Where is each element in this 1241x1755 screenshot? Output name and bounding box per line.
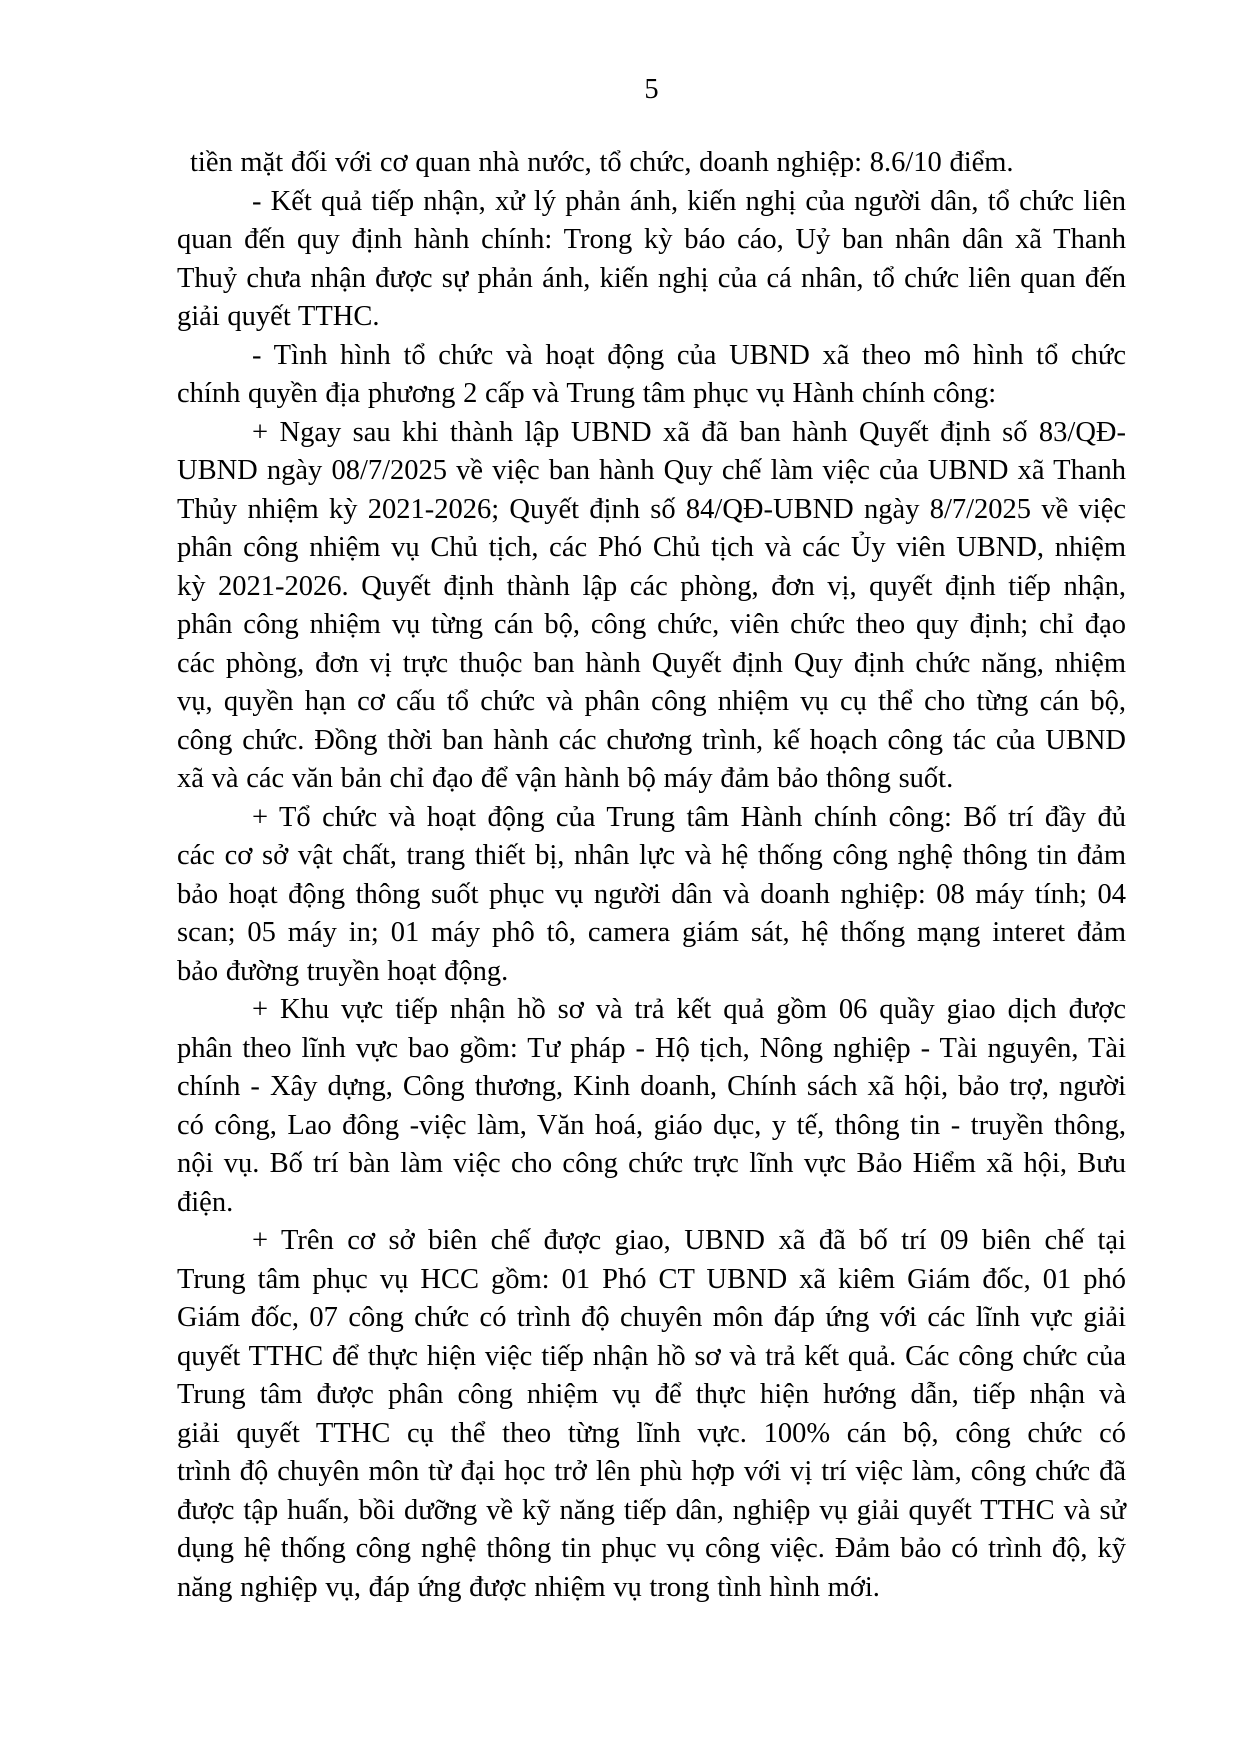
text-line: trình độ chuyên môn từ đại học trở lên phù hợp với vị trí việc làm, công chức đã — [177, 1456, 1126, 1487]
text-line: giải quyết TTHC. — [177, 301, 380, 332]
text-line: Trung tâm được phân công nhiệm vụ để thực hiện hướng dẫn, tiếp nhận và — [177, 1379, 1126, 1410]
text-line: các phòng, đơn vị trực thuộc ban hành Quyết định Quy định chức năng, nhiệm — [177, 647, 1126, 679]
text-line: - Tình hình tổ chức và hoạt động của UBND xã theo mô hình tổ chức — [252, 339, 1126, 371]
text-line: scan; 05 máy in; 01 máy phô tô, camera giám sát, hệ thống mạng interet đảm — [177, 917, 1126, 948]
document-body — [177, 144, 1126, 1607]
text-line: vụ, quyền hạn cơ cấu tổ chức và phân công nhiệm vụ cụ thể cho từng cán bộ, — [177, 686, 1126, 717]
text-line: Giám đốc, 07 công chức có trình độ chuyên môn đáp ứng với các lĩnh vực giải — [177, 1302, 1126, 1333]
text-line: bảo hoạt động thông suốt phục vụ người dân và doanh nghiệp: 08 máy tính; 04 — [177, 878, 1126, 910]
text-line: phân theo lĩnh vực bao gồm: Tư pháp - Hộ tịch, Nông nghiệp - Tài nguyên, Tài — [177, 1032, 1126, 1064]
text-line: quyết TTHC để thực hiện việc tiếp nhận hồ sơ và trả kết quả. Các công chức của — [177, 1340, 1126, 1372]
text-line: + Khu vực tiếp nhận hồ sơ và trả kết quả gồm 06 quầy giao dịch được — [252, 994, 1126, 1025]
text-line: Trung tâm phục vụ HCC gồm: 01 Phó CT UBND xã kiêm Giám đốc, 01 phó — [177, 1263, 1126, 1295]
text-line: chính - Xây dựng, Công thương, Kinh doanh, Chính sách xã hội, bảo trợ, người — [177, 1071, 1126, 1102]
text-line: dụng hệ thống công nghệ thông tin phục vụ công việc. Đảm bảo có trình độ, kỹ — [177, 1533, 1126, 1564]
text-line: các cơ sở vật chất, trang thiết bị, nhân lực và hệ thống công nghệ thông tin đảm — [177, 840, 1126, 871]
text-line: - Kết quả tiếp nhận, xử lý phản ánh, kiến nghị của người dân, tổ chức liên — [252, 185, 1126, 217]
text-line: tiền mặt đối với cơ quan nhà nước, tổ chức, doanh nghiệp: 8.6/10 điểm. — [190, 147, 1014, 178]
text-line: UBND ngày 08/7/2025 về việc ban hành Quy chế làm việc của UBND xã Thanh — [177, 455, 1126, 486]
text-line: kỳ 2021-2026. Quyết định thành lập các phòng, đơn vị, quyết định tiếp nhận, — [177, 570, 1126, 602]
text-line: năng nghiệp vụ, đáp ứng được nhiệm vụ trong tình hình mới. — [177, 1571, 880, 1603]
text-line: phân công nhiệm vụ từng cán bộ, công chức, viên chức theo quy định; chỉ đạo — [177, 609, 1126, 640]
text-line: xã và các văn bản chỉ đạo để vận hành bộ máy đảm bảo thông suốt. — [177, 763, 954, 794]
text-line: Thuỷ chưa nhận được sự phản ánh, kiến nghị của cá nhân, tổ chức liên quan đến — [177, 262, 1126, 294]
text-line: Thủy nhiệm kỳ 2021-2026; Quyết định số 84/QĐ-UBND ngày 8/7/2025 về việc — [177, 493, 1126, 525]
text-line: có công, Lao đông -việc làm, Văn hoá, giáo dục, y tế, thông tin - truyền thông, — [177, 1109, 1126, 1141]
text-line: quan đến quy định hành chính: Trong kỳ báo cáo, Uỷ ban nhân dân xã Thanh — [177, 224, 1126, 255]
text-line: chính quyền địa phương 2 cấp và Trung tâm phục vụ Hành chính công: — [177, 378, 997, 409]
text-line: điện. — [177, 1186, 234, 1218]
text-line: công chức. Đồng thời ban hành các chương trình, kế hoạch công tác của UBND — [177, 724, 1126, 756]
text-line: + Tổ chức và hoạt động của Trung tâm Hành chính công: Bố trí đầy đủ — [252, 801, 1126, 833]
text-line: được tập huấn, bồi dưỡng về kỹ năng tiếp dân, nghiệp vụ giải quyết TTHC và sử — [177, 1494, 1126, 1526]
text-line: + Ngay sau khi thành lập UBND xã đã ban hành Quyết định số 83/QĐ- — [252, 416, 1126, 448]
text-line: nội vụ. Bố trí bàn làm việc cho công chức trực lĩnh vực Bảo Hiểm xã hội, Bưu — [177, 1148, 1126, 1179]
text-line: phân công nhiệm vụ Chủ tịch, các Phó Chủ tịch và các Ủy viên UBND, nhiệm — [177, 532, 1126, 563]
text-line: bảo đường truyền hoạt động. — [177, 955, 509, 987]
text-line: + Trên cơ sở biên chế được giao, UBND xã đã bố trí 09 biên chế tại — [252, 1225, 1126, 1256]
page-number: 5 — [644, 74, 659, 105]
text-line: giải quyết TTHC cụ thể theo từng lĩnh vực. 100% cán bộ, công chức có — [177, 1417, 1126, 1449]
